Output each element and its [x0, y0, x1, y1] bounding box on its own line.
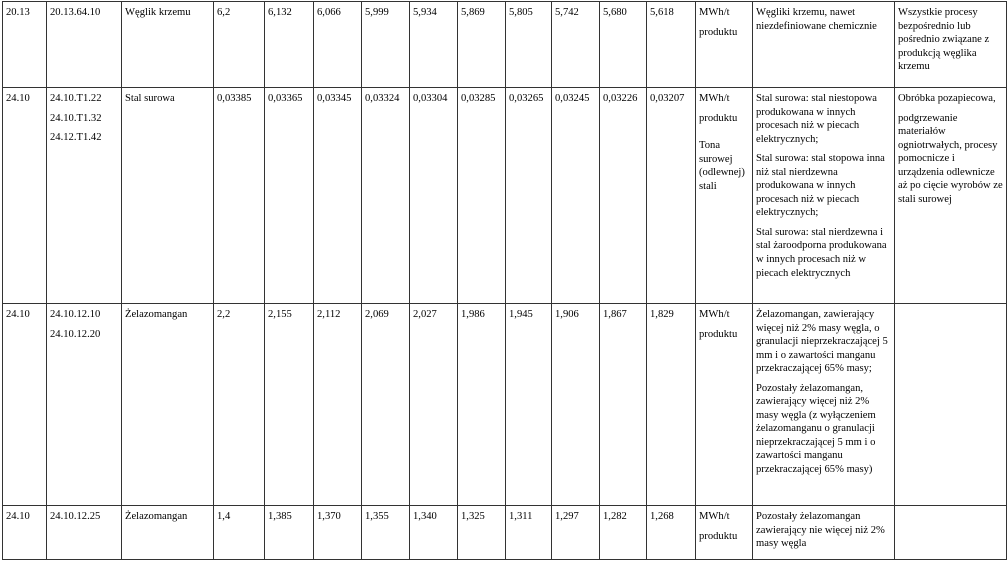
value-cell: 5,742	[552, 2, 600, 88]
value-cell: 5,934	[410, 2, 458, 88]
value-cell: 6,2	[214, 2, 265, 88]
table-row	[3, 88, 1007, 304]
unit-cell	[696, 506, 753, 560]
table-row	[3, 304, 1007, 506]
definition-text: Żelazomangan, zawierający więcej niż 2% masy węgla, o granulacji nieprzekraczającej 5 mm i o zawartości manganu przekraczającej 65% masy;	[756, 309, 888, 375]
value-cell: 1,282	[600, 506, 647, 560]
unit-cell	[696, 304, 753, 506]
unit-cell	[696, 2, 753, 88]
definition-text: Węgliki krzemu, nawet niezdefiniowane chemicznie	[756, 7, 877, 32]
value-cell: 0,03285	[458, 88, 506, 304]
prodcom-code: 24.10.T1.32	[50, 112, 102, 124]
value-cell: 1,945	[506, 304, 552, 506]
value-cell: 0,03245	[552, 88, 600, 304]
definition-cell	[753, 304, 895, 506]
processes-cell	[895, 304, 1007, 506]
processes-cell	[895, 506, 1007, 560]
processes-text: Obróbka pozapiecowa,	[898, 93, 996, 104]
definition-text: Stal surowa: stal nierdzewna i stal żaroodporna produkowana w innych procesach niż w piecach elektrycznych	[756, 226, 887, 279]
value-cell: 0,03324	[362, 88, 410, 304]
unit-line: MWh/t	[699, 309, 730, 320]
unit-line: produktu	[699, 26, 738, 38]
prodcom-code-cell	[47, 506, 122, 560]
value-cell: 0,03365	[265, 88, 314, 304]
processes-cell	[895, 2, 1007, 88]
value-cell: 5,680	[600, 2, 647, 88]
value-cell: 5,999	[362, 2, 410, 88]
value-cell: 2,2	[214, 304, 265, 506]
value-cell: 2,069	[362, 304, 410, 506]
value-cell: 0,03207	[647, 88, 696, 304]
product-name-cell: Stal surowa	[122, 88, 214, 304]
value-cell: 0,03345	[314, 88, 362, 304]
value-cell: 1,268	[647, 506, 696, 560]
value-cell: 6,066	[314, 2, 362, 88]
definition-text: Stal surowa: stal niestopowa produkowana w innych procesach niż w piecach elektrycznych;	[756, 93, 877, 145]
unit-line: MWh/t	[699, 7, 730, 18]
value-cell: 2,027	[410, 304, 458, 506]
definition-text: Pozostały żelazomangan, zawierający więcej niż 2% masy węgla (z wyłączeniem żelazomanganu o granulacji nieprzekraczającej 5 mm i o zawartości manganu przekraczającej 65% masy)	[756, 382, 876, 476]
prodcom-code-cell	[47, 2, 122, 88]
prodcom-code: 20.13.64.10	[50, 7, 101, 18]
product-name-cell: Węglik krzemu	[122, 2, 214, 88]
value-cell: 1,297	[552, 506, 600, 560]
value-cell: 0,03265	[506, 88, 552, 304]
prodcom-code: 24.10.12.25	[50, 511, 101, 522]
unit-line: produktu	[699, 112, 738, 124]
unit-cell	[696, 88, 753, 304]
prodcom-code-cell	[47, 88, 122, 304]
value-cell: 1,829	[647, 304, 696, 506]
value-cell: 1,385	[265, 506, 314, 560]
value-cell: 0,03226	[600, 88, 647, 304]
unit-line: MWh/t	[699, 511, 730, 522]
nace-code-cell: 24.10	[3, 506, 47, 560]
prodcom-code: 24.10.T1.22	[50, 93, 102, 104]
prodcom-code: 24.12.T1.42	[50, 132, 102, 144]
nace-code-cell: 24.10	[3, 88, 47, 304]
processes-text: podgrzewanie materiałów ogniotrwałych, procesy pomocnicze i urządzenia odlewnicze aż po cięcie wyrobów ze stali surowej	[898, 112, 1003, 205]
product-name-cell: Żelazomangan	[122, 304, 214, 506]
nace-code-cell: 24.10	[3, 304, 47, 506]
value-cell: 5,805	[506, 2, 552, 88]
definition-text: Stal surowa: stal stopowa inna niż stal nierdzewna produkowana w innych procesach niż w piecach elektrycznych;	[756, 153, 885, 219]
value-cell: 0,03304	[410, 88, 458, 304]
unit-line: MWh/t	[699, 93, 730, 104]
value-cell: 1,986	[458, 304, 506, 506]
value-cell: 6,132	[265, 2, 314, 88]
definition-cell	[753, 2, 895, 88]
value-cell: 5,618	[647, 2, 696, 88]
nace-code-cell: 20.13	[3, 2, 47, 88]
definition-cell	[753, 88, 895, 304]
unit-alt: Tona surowej (odlewnej) stali	[699, 140, 745, 192]
processes-text: Wszystkie procesy bezpośrednio lub pośrednio związane z produkcją węglika krzemu	[898, 7, 990, 73]
unit-line: produktu	[699, 530, 738, 542]
value-cell: 1,325	[458, 506, 506, 560]
value-cell: 2,155	[265, 304, 314, 506]
product-name-cell: Żelazomangan	[122, 506, 214, 560]
table-row	[3, 2, 1007, 88]
value-cell: 1,4	[214, 506, 265, 560]
value-cell: 2,112	[314, 304, 362, 506]
definition-text: Pozostały żelazomangan zawierający nie więcej niż 2% masy węgla	[756, 511, 885, 550]
benchmark-table	[2, 1, 1007, 560]
prodcom-code-cell	[47, 304, 122, 506]
value-cell: 1,355	[362, 506, 410, 560]
processes-cell	[895, 88, 1007, 304]
value-cell: 1,370	[314, 506, 362, 560]
value-cell: 1,867	[600, 304, 647, 506]
value-cell: 1,340	[410, 506, 458, 560]
prodcom-code: 24.10.12.20	[50, 328, 101, 340]
value-cell: 0,03385	[214, 88, 265, 304]
prodcom-code: 24.10.12.10	[50, 309, 101, 320]
unit-line: produktu	[699, 328, 738, 340]
table-row	[3, 506, 1007, 560]
definition-cell	[753, 506, 895, 560]
value-cell: 5,869	[458, 2, 506, 88]
value-cell: 1,311	[506, 506, 552, 560]
value-cell: 1,906	[552, 304, 600, 506]
